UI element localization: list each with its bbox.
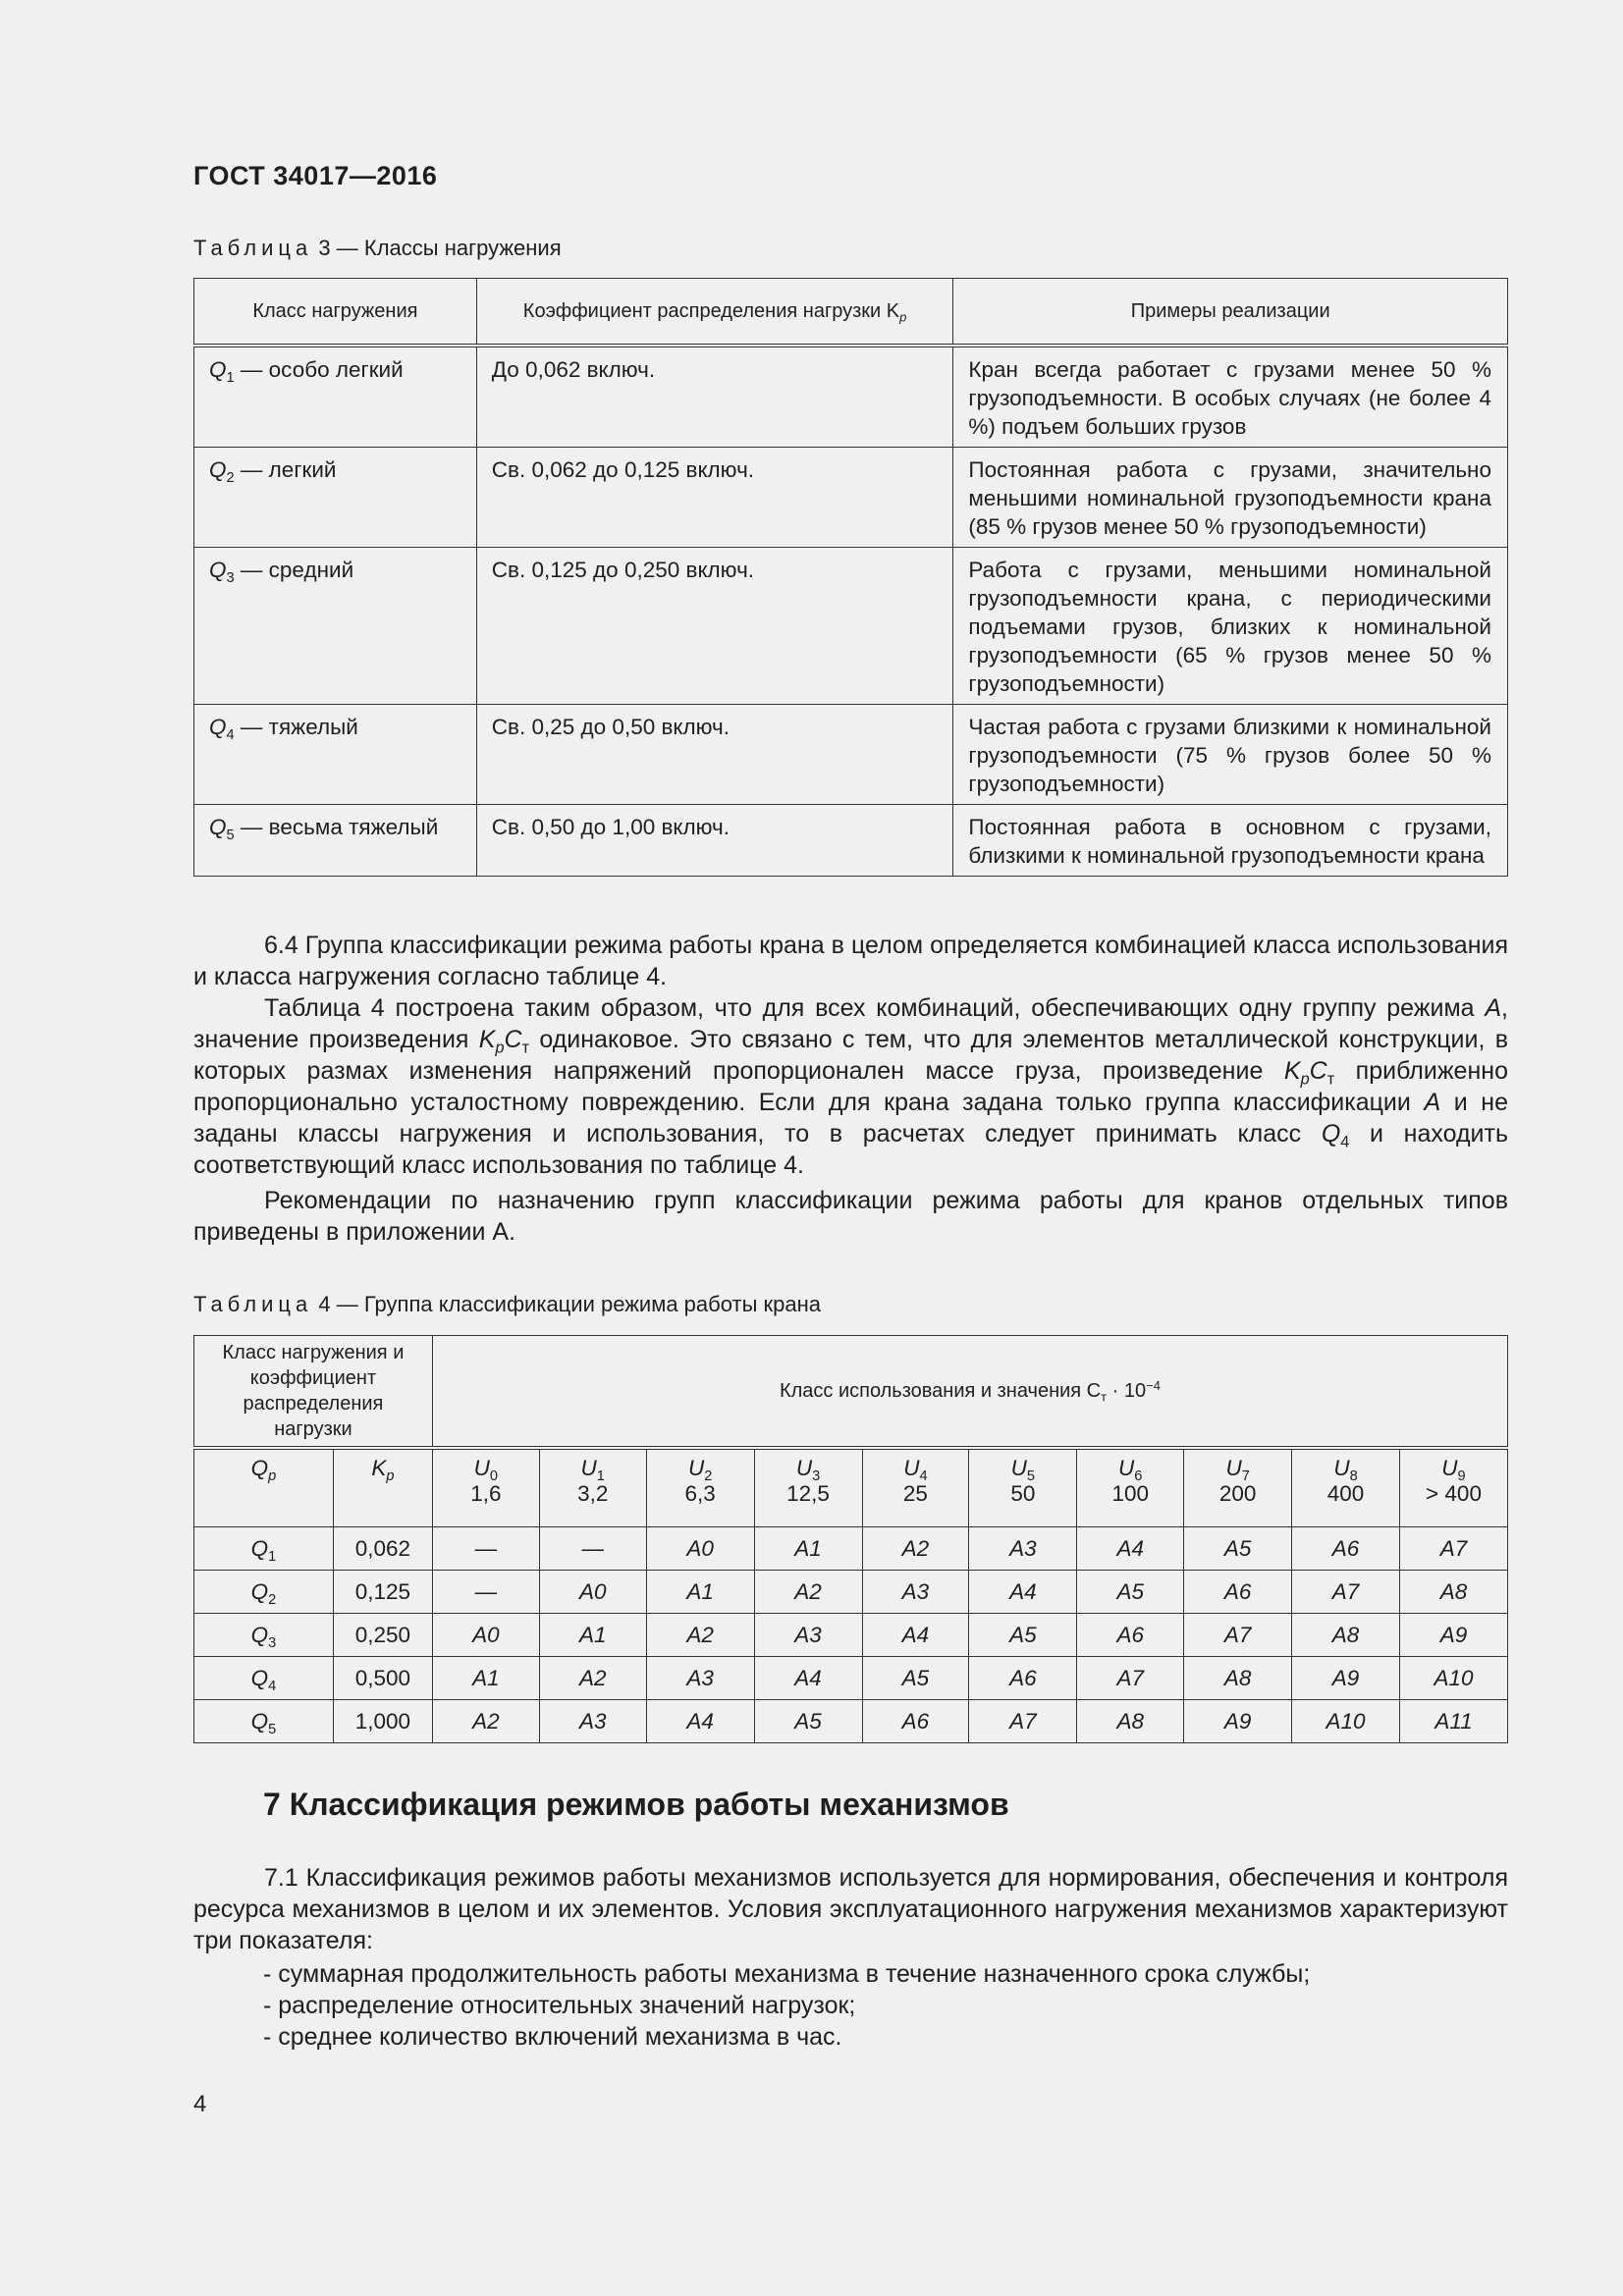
header-examples: Примеры реализации bbox=[953, 279, 1508, 347]
group-value: A3 bbox=[901, 1578, 930, 1604]
group-value: A1 bbox=[578, 1622, 607, 1647]
load-class-cell bbox=[194, 1527, 334, 1571]
coefficient-cell: Св. 0,125 до 0,250 включ. bbox=[476, 548, 953, 705]
group-cell bbox=[754, 1657, 862, 1700]
symbol-Q: Q bbox=[250, 1665, 269, 1690]
text-run: и находить соответствующий класс использования по таблице 4. bbox=[193, 1120, 1508, 1179]
table-row bbox=[194, 1657, 1508, 1700]
symbol-U-sub: 4 bbox=[919, 1468, 928, 1485]
group-value: A7 bbox=[1009, 1708, 1037, 1734]
loading-class-cell bbox=[194, 805, 477, 877]
usage-class-value: 200 bbox=[1218, 1481, 1257, 1506]
symbol-Q: Q bbox=[250, 1456, 269, 1480]
symbol-C-sub: т bbox=[1326, 1070, 1335, 1089]
symbol-U: U bbox=[1010, 1456, 1027, 1480]
table-header-row bbox=[194, 1336, 1508, 1449]
bullet-list bbox=[263, 1958, 1310, 2053]
symbol-Q: Q bbox=[250, 1622, 269, 1647]
usage-class-value: 25 bbox=[902, 1481, 928, 1506]
symbol-Q: Q bbox=[209, 558, 227, 582]
symbol-U-sub: 0 bbox=[489, 1468, 499, 1485]
symbol-U-sub: 2 bbox=[704, 1468, 713, 1485]
symbol-Q: Q bbox=[209, 715, 227, 739]
usage-class-8 bbox=[1292, 1448, 1400, 1527]
usage-class-value: 50 bbox=[1010, 1481, 1036, 1506]
group-value: A11 bbox=[1434, 1708, 1473, 1734]
group-value: A4 bbox=[901, 1622, 930, 1647]
table-row bbox=[194, 705, 1508, 805]
list-item: - суммарная продолжительность работы механизма в течение назначенного срока службы; bbox=[263, 1960, 1311, 1988]
group-cell bbox=[754, 1527, 862, 1571]
symbol-Q-sub: 2 bbox=[226, 470, 235, 487]
group-cell bbox=[969, 1571, 1077, 1614]
header-usage-exp: −4 bbox=[1146, 1377, 1161, 1393]
table-row bbox=[194, 1614, 1508, 1657]
table-header-row bbox=[194, 279, 1508, 347]
group-value: — bbox=[474, 1578, 498, 1604]
group-cell bbox=[432, 1527, 539, 1571]
group-value: — bbox=[581, 1535, 604, 1561]
table4-caption-label: Таблица bbox=[193, 1292, 313, 1316]
group-cell bbox=[1184, 1571, 1292, 1614]
table-row bbox=[194, 346, 1508, 448]
header-coefficient-sub: p bbox=[899, 309, 907, 325]
group-cell bbox=[754, 1700, 862, 1743]
group-value: A5 bbox=[1116, 1578, 1144, 1604]
group-value: A6 bbox=[1116, 1622, 1144, 1647]
symbol-Q: Q bbox=[1321, 1120, 1341, 1148]
header-coefficient-text: Коэффициент распределения нагрузки K bbox=[522, 299, 900, 322]
symbol-Q-sub: 3 bbox=[268, 1634, 277, 1651]
symbol-Q-sub: 4 bbox=[1340, 1133, 1350, 1151]
load-class-cell bbox=[194, 1657, 334, 1700]
group-value: A4 bbox=[1009, 1578, 1037, 1604]
symbol-Q: Q bbox=[250, 1708, 269, 1734]
group-cell bbox=[1184, 1614, 1292, 1657]
page-number: 4 bbox=[193, 2091, 207, 2117]
group-cell bbox=[646, 1657, 754, 1700]
table-subheader-row bbox=[194, 1448, 1508, 1527]
symbol-Q-sub: 5 bbox=[268, 1721, 277, 1737]
symbol-U: U bbox=[580, 1456, 597, 1480]
symbol-Q-sub: 4 bbox=[226, 727, 235, 744]
symbol-U: U bbox=[903, 1456, 920, 1480]
loading-class-name: — легкий bbox=[240, 457, 337, 482]
group-value: A8 bbox=[1331, 1622, 1360, 1647]
symbol-Q-sub: 1 bbox=[268, 1548, 277, 1565]
usage-class-6 bbox=[1077, 1448, 1184, 1527]
paragraph-6-4-3: Рекомендации по назначению групп классификации режима работы для кранов отдельных типов приведены в приложении А. bbox=[193, 1187, 1508, 1246]
table-row bbox=[194, 1527, 1508, 1571]
symbol-U: U bbox=[795, 1456, 813, 1480]
section-7-title: 7 Классификация режимов работы механизмов bbox=[263, 1787, 1009, 1822]
group-value: A7 bbox=[1331, 1578, 1360, 1604]
paragraph-6-4-1: 6.4 Группа классификации режима работы крана в целом определяется комбинацией класса использования и класса нагружения согласно таблице 4. bbox=[193, 932, 1508, 990]
load-class-cell bbox=[194, 1614, 334, 1657]
symbol-C: C bbox=[504, 1026, 522, 1053]
group-value: A7 bbox=[1439, 1535, 1468, 1561]
symbol-U-sub: 6 bbox=[1134, 1468, 1143, 1485]
loading-class-name: — весьма тяжелый bbox=[240, 815, 439, 839]
group-cell bbox=[539, 1571, 646, 1614]
symbol-U-sub: 7 bbox=[1241, 1468, 1250, 1485]
loading-classes-table bbox=[193, 278, 1508, 877]
symbol-U-sub: 1 bbox=[596, 1468, 605, 1485]
group-cell bbox=[539, 1657, 646, 1700]
symbol-Q: Q bbox=[209, 815, 227, 839]
paragraph-6-4-2 bbox=[193, 992, 1508, 1181]
symbol-A: A bbox=[1424, 1089, 1441, 1116]
symbol-U-sub: 3 bbox=[812, 1468, 821, 1485]
symbol-K: K bbox=[1283, 1057, 1301, 1085]
table3-caption bbox=[193, 236, 562, 261]
subheader-kp bbox=[333, 1448, 432, 1527]
table4-caption bbox=[193, 1292, 821, 1317]
loading-class-cell bbox=[194, 448, 477, 548]
subheader-qp bbox=[194, 1448, 334, 1527]
list-item: - распределение относительных значений нагрузок; bbox=[263, 1992, 856, 2019]
kp-cell: 1,000 bbox=[333, 1700, 432, 1743]
group-cell bbox=[1400, 1571, 1508, 1614]
group-cell bbox=[862, 1614, 969, 1657]
header-coefficient bbox=[476, 279, 953, 347]
symbol-U-sub: 9 bbox=[1457, 1468, 1466, 1485]
coefficient-cell: Св. 0,25 до 0,50 включ. bbox=[476, 705, 953, 805]
example-cell: Постоянная работа с грузами, значительно меньшими номинальной грузоподъемности крана (85 % грузов менее 50 % грузоподъемности) bbox=[953, 448, 1508, 548]
symbol-Q: Q bbox=[209, 457, 227, 482]
example-cell: Работа с грузами, меньшими номинальной грузоподъемности крана, с периодическими подъемами грузов, близких к номинальной грузоподъемности (65 % грузов менее 50 % грузоподъемности) bbox=[953, 548, 1508, 705]
group-value: A9 bbox=[1331, 1665, 1360, 1690]
group-cell bbox=[862, 1527, 969, 1571]
group-value: A3 bbox=[1009, 1535, 1037, 1561]
kp-cell: 0,125 bbox=[333, 1571, 432, 1614]
table3-caption-number: 3 bbox=[318, 236, 331, 260]
usage-class-4 bbox=[862, 1448, 969, 1527]
symbol-Q: Q bbox=[250, 1578, 269, 1604]
group-cell bbox=[1077, 1700, 1184, 1743]
list-item: - среднее количество включений механизма в час. bbox=[263, 2023, 842, 2051]
group-cell bbox=[1184, 1527, 1292, 1571]
symbol-U: U bbox=[1333, 1456, 1350, 1480]
group-cell bbox=[1292, 1527, 1400, 1571]
symbol-Q-sub: 5 bbox=[226, 828, 235, 844]
table3-caption-text: — Классы нагружения bbox=[336, 236, 562, 260]
loading-class-cell bbox=[194, 346, 477, 448]
group-value: A7 bbox=[1116, 1665, 1144, 1690]
crane-classification-table bbox=[193, 1335, 1508, 1743]
group-cell bbox=[539, 1527, 646, 1571]
section-6-4 bbox=[193, 930, 1508, 1248]
group-cell bbox=[1077, 1657, 1184, 1700]
group-cell bbox=[646, 1614, 754, 1657]
group-cell bbox=[1292, 1700, 1400, 1743]
group-value: A2 bbox=[578, 1665, 607, 1690]
table4-caption-number: 4 bbox=[318, 1292, 331, 1316]
group-cell bbox=[969, 1527, 1077, 1571]
group-value: A8 bbox=[1223, 1665, 1252, 1690]
symbol-Q-sub: p bbox=[268, 1468, 277, 1485]
group-value: A7 bbox=[1223, 1622, 1252, 1647]
loading-class-cell bbox=[194, 705, 477, 805]
header-loading-class: Класс нагружения bbox=[194, 279, 477, 347]
usage-class-2 bbox=[646, 1448, 754, 1527]
usage-class-3 bbox=[754, 1448, 862, 1527]
symbol-Q-sub: 3 bbox=[226, 570, 235, 587]
symbol-K: K bbox=[478, 1026, 496, 1053]
load-class-cell bbox=[194, 1571, 334, 1614]
example-cell: Постоянная работа в основном с грузами, близкими к номинальной грузоподъемности крана bbox=[953, 805, 1508, 877]
group-value: A6 bbox=[1331, 1535, 1360, 1561]
header-usage-text: Класс использования и значения C bbox=[779, 1380, 1102, 1402]
usage-class-0 bbox=[432, 1448, 539, 1527]
group-value: A4 bbox=[1116, 1535, 1144, 1561]
symbol-K-sub: p bbox=[495, 1039, 505, 1057]
group-cell bbox=[862, 1700, 969, 1743]
group-cell bbox=[432, 1700, 539, 1743]
group-value: A5 bbox=[794, 1708, 822, 1734]
group-cell bbox=[862, 1571, 969, 1614]
group-value: A6 bbox=[1009, 1665, 1037, 1690]
symbol-Q: Q bbox=[209, 357, 227, 382]
header-loading-class-coefficient: Класс нагружения и коэффициент распределения нагрузки bbox=[194, 1336, 433, 1449]
group-value: A8 bbox=[1439, 1578, 1468, 1604]
symbol-Q: Q bbox=[250, 1535, 269, 1561]
group-value: A6 bbox=[1223, 1578, 1252, 1604]
group-value: A1 bbox=[472, 1665, 500, 1690]
symbol-C-sub: т bbox=[521, 1039, 530, 1057]
coefficient-cell: Св. 0,062 до 0,125 включ. bbox=[476, 448, 953, 548]
group-value: A9 bbox=[1439, 1622, 1468, 1647]
table-row bbox=[194, 448, 1508, 548]
group-cell bbox=[1292, 1657, 1400, 1700]
symbol-A: A bbox=[1485, 994, 1502, 1022]
group-value: A5 bbox=[901, 1665, 930, 1690]
document-header: ГОСТ 34017—2016 bbox=[193, 161, 438, 190]
group-cell bbox=[1292, 1614, 1400, 1657]
group-cell bbox=[1184, 1700, 1292, 1743]
loading-class-name: — особо легкий bbox=[240, 357, 404, 382]
group-value: A2 bbox=[472, 1708, 500, 1734]
group-value: A3 bbox=[794, 1622, 822, 1647]
usage-class-9 bbox=[1400, 1448, 1508, 1527]
group-value: A8 bbox=[1116, 1708, 1144, 1734]
table3-caption-label: Таблица bbox=[193, 236, 313, 260]
example-cell: Частая работа с грузами близкими к номинальной грузоподъемности (75 % грузов более 50 % грузоподъемности) bbox=[953, 705, 1508, 805]
group-value: A2 bbox=[686, 1622, 714, 1647]
paragraph-7-1: 7.1 Классификация режимов работы механизмов используется для нормирования, обеспечения и контроля ресурса механизмов в целом и их элементов. Условия эксплуатационного нагружения механизмов характеризуют три показателя: bbox=[193, 1864, 1508, 1954]
group-value: A5 bbox=[1009, 1622, 1037, 1647]
symbol-K-sub: p bbox=[386, 1468, 395, 1485]
group-cell bbox=[1400, 1614, 1508, 1657]
group-cell bbox=[754, 1614, 862, 1657]
group-value: A10 bbox=[1325, 1708, 1366, 1734]
text-run: и не заданы классы нагружения и использования, то в расчетах следует принимать класс bbox=[193, 1089, 1508, 1148]
table-row bbox=[194, 1700, 1508, 1743]
group-value: — bbox=[474, 1535, 498, 1561]
text-run: приближенно пропорционально усталостному повреждению. Если для крана задана только группа классификации bbox=[193, 1057, 1508, 1116]
symbol-U: U bbox=[473, 1456, 490, 1480]
group-value: A5 bbox=[1223, 1535, 1252, 1561]
usage-class-value: 12,5 bbox=[786, 1481, 830, 1506]
kp-cell: 0,062 bbox=[333, 1527, 432, 1571]
group-value: A1 bbox=[686, 1578, 714, 1604]
group-value: A3 bbox=[578, 1708, 607, 1734]
symbol-Q-sub: 4 bbox=[268, 1678, 277, 1694]
kp-cell: 0,250 bbox=[333, 1614, 432, 1657]
header-usage-class bbox=[432, 1336, 1507, 1449]
group-value: A1 bbox=[794, 1535, 822, 1561]
table4-caption-text: — Группа классификации режима работы крана bbox=[336, 1292, 821, 1316]
usage-class-1 bbox=[539, 1448, 646, 1527]
group-cell bbox=[539, 1614, 646, 1657]
symbol-U: U bbox=[1441, 1456, 1458, 1480]
text-run: Таблица 4 построена таким образом, что для всех комбинаций, обеспечивающих одну группу режима bbox=[264, 994, 1475, 1022]
group-cell bbox=[969, 1700, 1077, 1743]
symbol-Q-sub: 1 bbox=[226, 370, 235, 387]
group-value: A0 bbox=[472, 1622, 500, 1647]
table-row bbox=[194, 1571, 1508, 1614]
section-7-1 bbox=[193, 1862, 1508, 1956]
group-value: A2 bbox=[794, 1578, 822, 1604]
group-value: A2 bbox=[901, 1535, 930, 1561]
usage-class-value: 100 bbox=[1111, 1481, 1149, 1506]
usage-class-7 bbox=[1184, 1448, 1292, 1527]
group-cell bbox=[1184, 1657, 1292, 1700]
coefficient-cell: До 0,062 включ. bbox=[476, 346, 953, 448]
loading-class-cell bbox=[194, 548, 477, 705]
group-cell bbox=[1077, 1614, 1184, 1657]
usage-class-value: 6,3 bbox=[684, 1481, 716, 1506]
group-cell bbox=[754, 1571, 862, 1614]
group-cell bbox=[1400, 1527, 1508, 1571]
group-cell bbox=[1400, 1700, 1508, 1743]
table-row bbox=[194, 805, 1508, 877]
group-cell bbox=[1077, 1571, 1184, 1614]
symbol-U: U bbox=[1225, 1456, 1242, 1480]
text-run: , значение произведения bbox=[193, 994, 1508, 1053]
group-cell bbox=[539, 1700, 646, 1743]
coefficient-cell: Св. 0,50 до 1,00 включ. bbox=[476, 805, 953, 877]
symbol-K: K bbox=[371, 1456, 387, 1480]
example-cell: Кран всегда работает с грузами менее 50 % грузоподъемности. В особых случаях (не более 4 %) подъем больших грузов bbox=[953, 346, 1508, 448]
usage-class-value: > 400 bbox=[1426, 1481, 1482, 1506]
group-cell bbox=[646, 1527, 754, 1571]
header-usage-tail: · 10 bbox=[1111, 1380, 1147, 1402]
kp-cell: 0,500 bbox=[333, 1657, 432, 1700]
group-value: A4 bbox=[794, 1665, 822, 1690]
group-cell bbox=[969, 1657, 1077, 1700]
group-cell bbox=[646, 1571, 754, 1614]
group-value: A9 bbox=[1223, 1708, 1252, 1734]
group-value: A4 bbox=[686, 1708, 714, 1734]
symbol-U-sub: 8 bbox=[1349, 1468, 1358, 1485]
group-cell bbox=[1292, 1571, 1400, 1614]
group-value: A10 bbox=[1434, 1665, 1474, 1690]
symbol-Q-sub: 2 bbox=[268, 1591, 277, 1608]
group-cell bbox=[1400, 1657, 1508, 1700]
loading-class-name: — тяжелый bbox=[240, 715, 358, 739]
usage-class-value: 400 bbox=[1326, 1481, 1365, 1506]
group-cell bbox=[432, 1614, 539, 1657]
text-run: одинаковое. Это связано с тем, что для элементов металлической конструкции, в которых размах изменения напряжений пропорционален массе груза, произведение bbox=[193, 1026, 1508, 1085]
symbol-K-sub: p bbox=[1300, 1070, 1310, 1089]
load-class-cell bbox=[194, 1700, 334, 1743]
loading-class-name: — средний bbox=[240, 558, 354, 582]
symbol-U-sub: 5 bbox=[1026, 1468, 1036, 1485]
group-cell bbox=[432, 1657, 539, 1700]
group-cell bbox=[862, 1657, 969, 1700]
symbol-U: U bbox=[687, 1456, 705, 1480]
table-row bbox=[194, 548, 1508, 705]
group-cell bbox=[432, 1571, 539, 1614]
group-cell bbox=[1077, 1527, 1184, 1571]
usage-class-value: 3,2 bbox=[577, 1481, 609, 1506]
group-value: A0 bbox=[578, 1578, 607, 1604]
group-value: A6 bbox=[901, 1708, 930, 1734]
usage-class-value: 1,6 bbox=[470, 1481, 502, 1506]
usage-class-5 bbox=[969, 1448, 1077, 1527]
group-value: A3 bbox=[686, 1665, 714, 1690]
group-cell bbox=[969, 1614, 1077, 1657]
group-cell bbox=[646, 1700, 754, 1743]
header-usage-sub: т bbox=[1101, 1389, 1108, 1405]
group-value: A0 bbox=[686, 1535, 714, 1561]
symbol-U: U bbox=[1118, 1456, 1135, 1480]
symbol-C: C bbox=[1309, 1057, 1327, 1085]
